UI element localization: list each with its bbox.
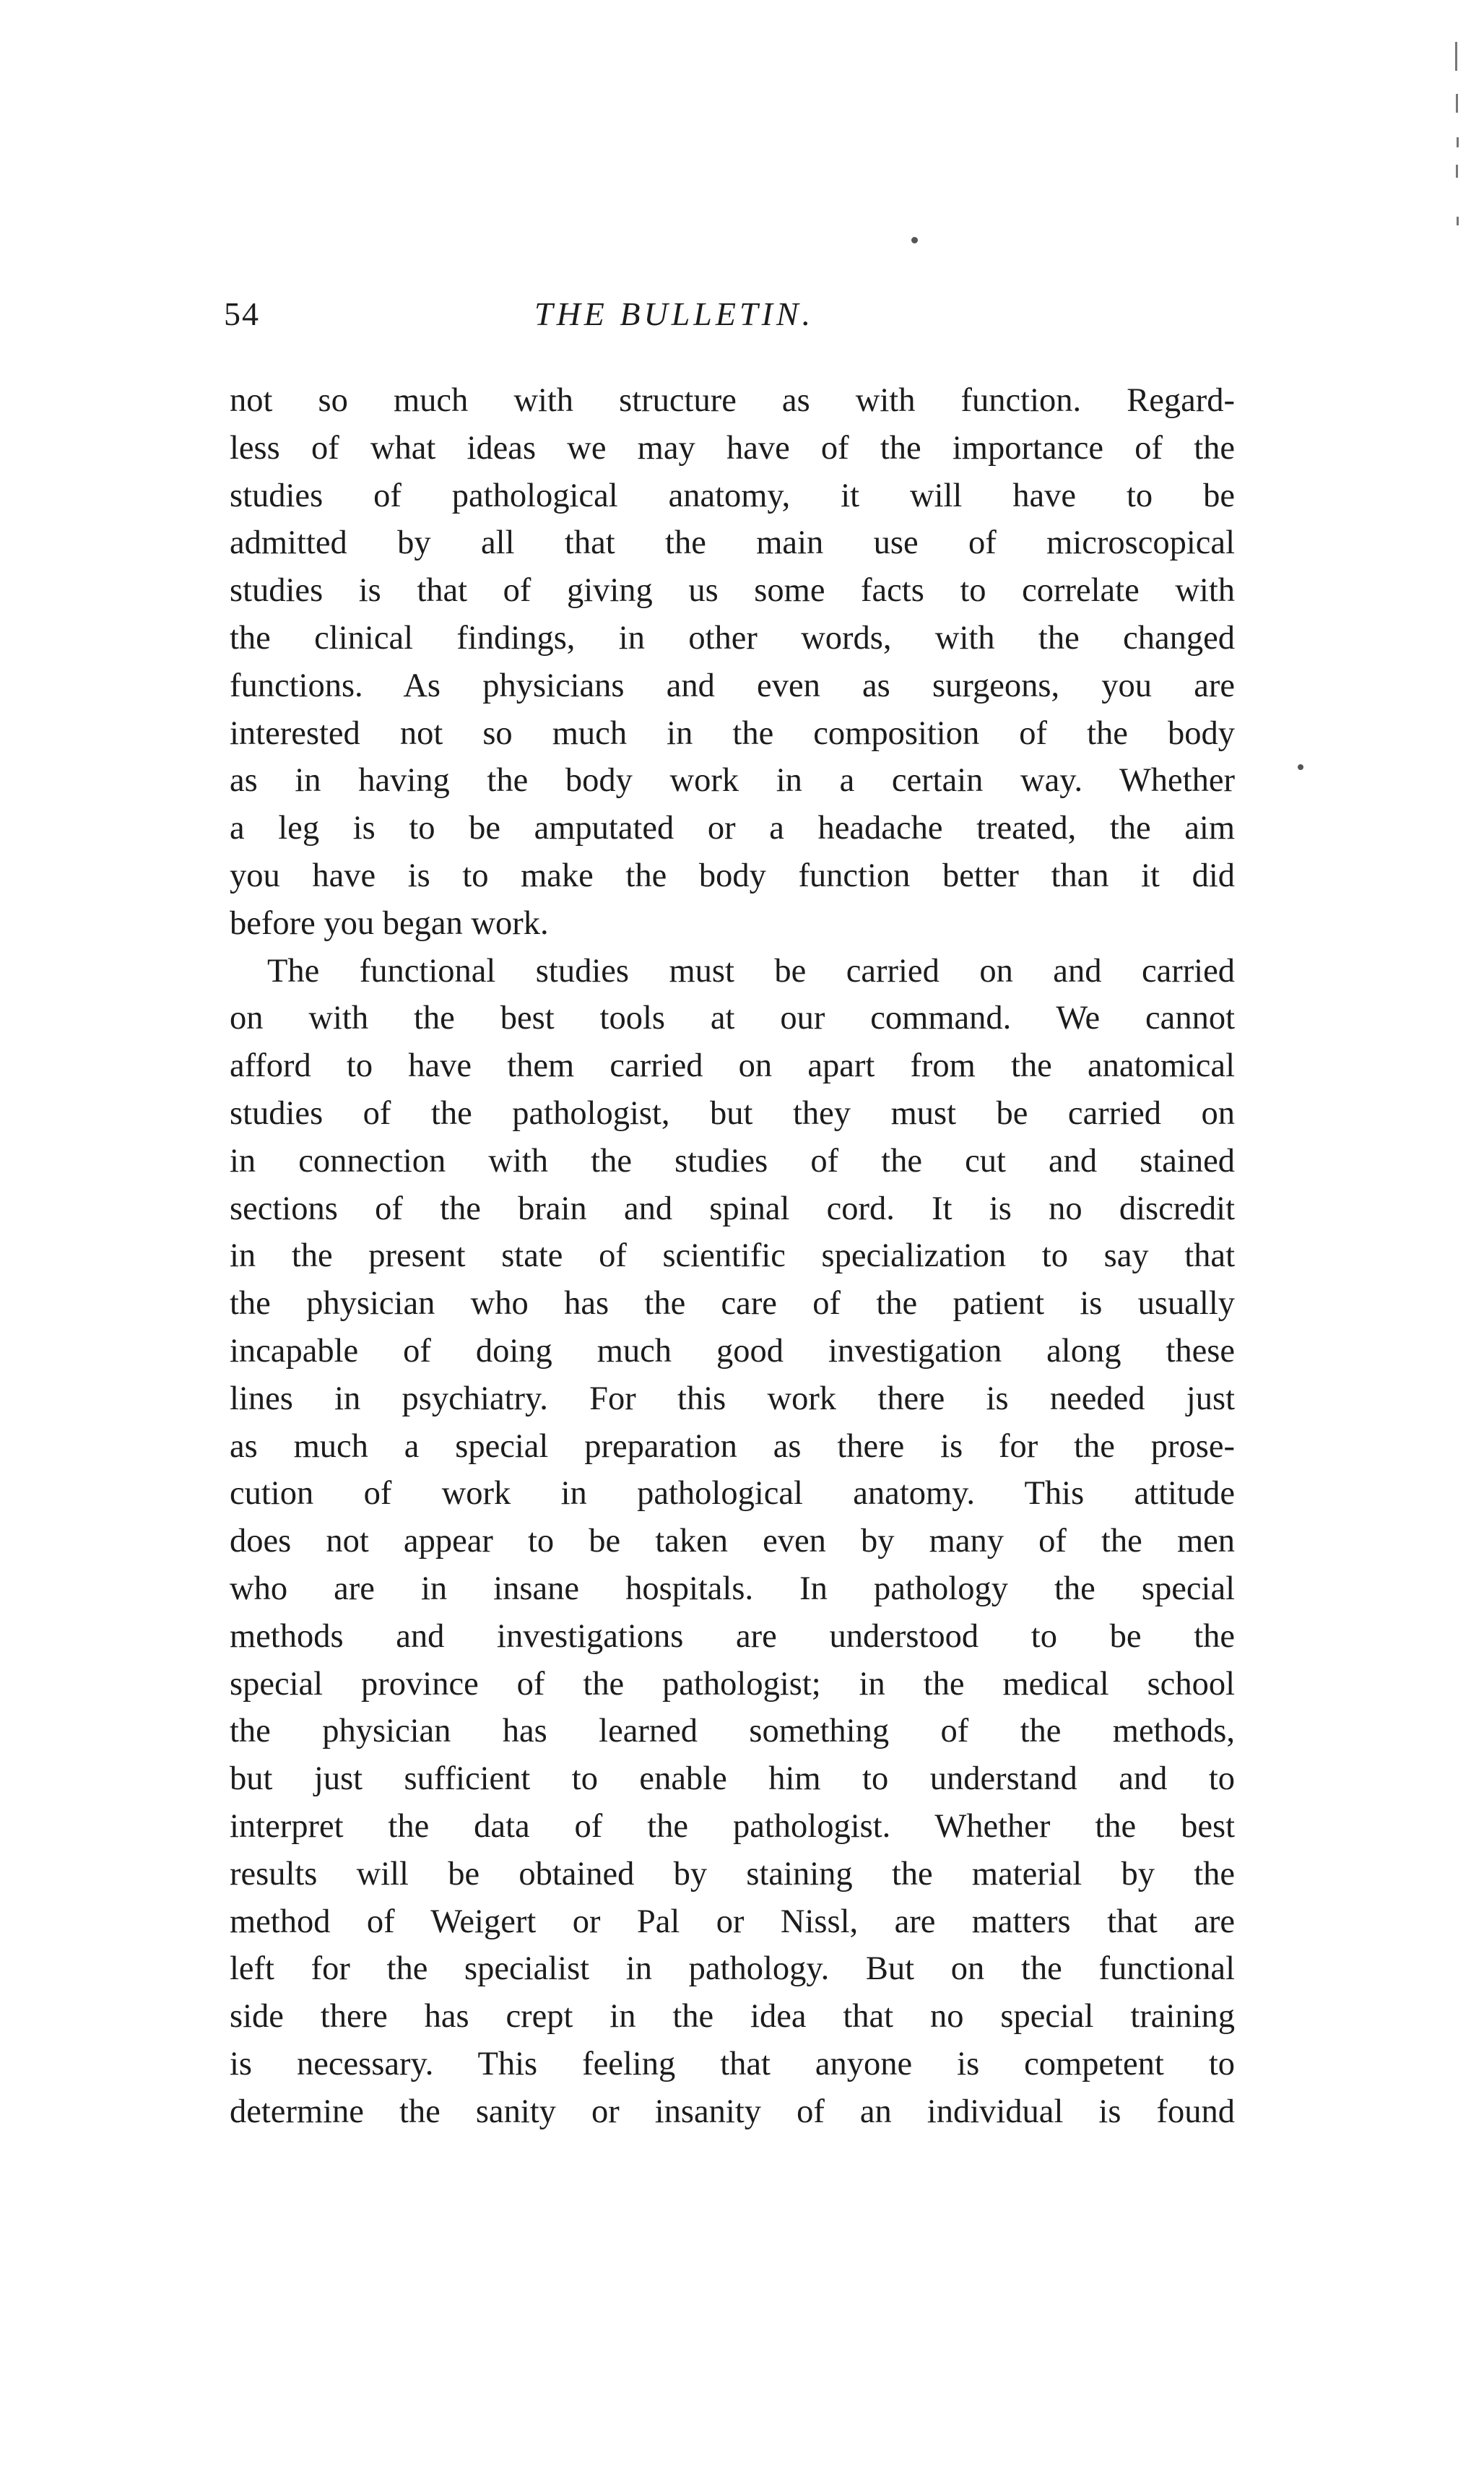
text-line: lines in psychiatry. For this work there is needed just: [230, 1380, 1235, 1417]
text-line: results will be obtained by staining the material by the: [230, 1855, 1235, 1893]
text-line: less of what ideas we may have of the importance of the: [230, 429, 1235, 467]
running-title: THE BULLETIN.: [534, 295, 815, 332]
text-line: the physician has learned something of the methods,: [230, 1713, 1235, 1750]
text-line: studies of pathological anatomy, it will have to be: [230, 477, 1235, 514]
text-line: left for the specialist in pathology. But on the functional: [230, 1950, 1235, 1988]
text-line: in connection with the studies of the cut and stained: [230, 1142, 1235, 1180]
text-line: the clinical findings, in other words, with the changed: [230, 619, 1235, 657]
text-line: sections of the brain and spinal cord. It is no discredit: [230, 1190, 1235, 1227]
text-line: as much a special preparation as there is for the prose-: [230, 1427, 1235, 1465]
text-line: cution of work in pathological anatomy. This attitude: [230, 1475, 1235, 1513]
text-line: you have is to make the body function better than it did: [230, 857, 1235, 894]
scan-edge-mark: [1457, 217, 1459, 225]
text-line: side there has crept in the idea that no special training: [230, 1998, 1235, 2036]
text-line: studies of the pathologist, but they must be carried on: [230, 1094, 1235, 1132]
text-line: methods and investigations are understood to be the: [230, 1617, 1235, 1655]
page-number: 54: [224, 295, 260, 332]
text-line: is necessary. This feeling that anyone is competent to: [230, 2045, 1235, 2082]
text-line: who are in insane hospitals. In pathology the special: [230, 1570, 1235, 1607]
text-line: method of Weigert or Pal or Nissl, are matters that are: [230, 1903, 1235, 1940]
paragraph-end-line: before you began work.: [230, 904, 549, 942]
scan-edge-mark: [1456, 165, 1458, 178]
text-line: on with the best tools at our command. We cannot: [230, 1000, 1235, 1037]
scan-edge-mark: [1456, 94, 1458, 113]
paragraph-start-line: The functional studies must be carried on and carried: [267, 952, 1235, 990]
text-line: in the present state of scientific specialization to say that: [230, 1237, 1235, 1275]
scan-edge-mark: [1457, 137, 1459, 147]
text-line: functions. As physicians and even as surgeons, you are: [230, 667, 1235, 704]
text-line: does not appear to be taken even by many of the men: [230, 1523, 1235, 1560]
text-line: special province of the pathologist; in the medical school: [230, 1665, 1235, 1703]
text-line: as in having the body work in a certain way. Whether: [230, 762, 1235, 800]
scan-edge-mark: [1455, 42, 1457, 71]
text-line: incapable of doing much good investigation along these: [230, 1332, 1235, 1370]
text-line: a leg is to be amputated or a headache treated, the aim: [230, 810, 1235, 847]
text-line: studies is that of giving us some facts to correlate with: [230, 572, 1235, 610]
text-line: but just sufficient to enable him to understand and to: [230, 1760, 1235, 1798]
text-line: admitted by all that the main use of microscopical: [230, 524, 1235, 562]
text-line: interested not so much in the composition of the body: [230, 714, 1235, 752]
text-line: afford to have them carried on apart from the anatomical: [230, 1047, 1235, 1085]
scan-speck: [1298, 764, 1303, 770]
text-line: determine the sanity or insanity of an individual is found: [230, 2093, 1235, 2130]
scan-speck: [911, 237, 918, 243]
body-text: [230, 377, 1235, 2135]
text-line: the physician who has the care of the patient is usually: [230, 1285, 1235, 1323]
text-line: interpret the data of the pathologist. Whether the best: [230, 1807, 1235, 1845]
text-line: not so much with structure as with function. Regard-: [230, 382, 1235, 419]
